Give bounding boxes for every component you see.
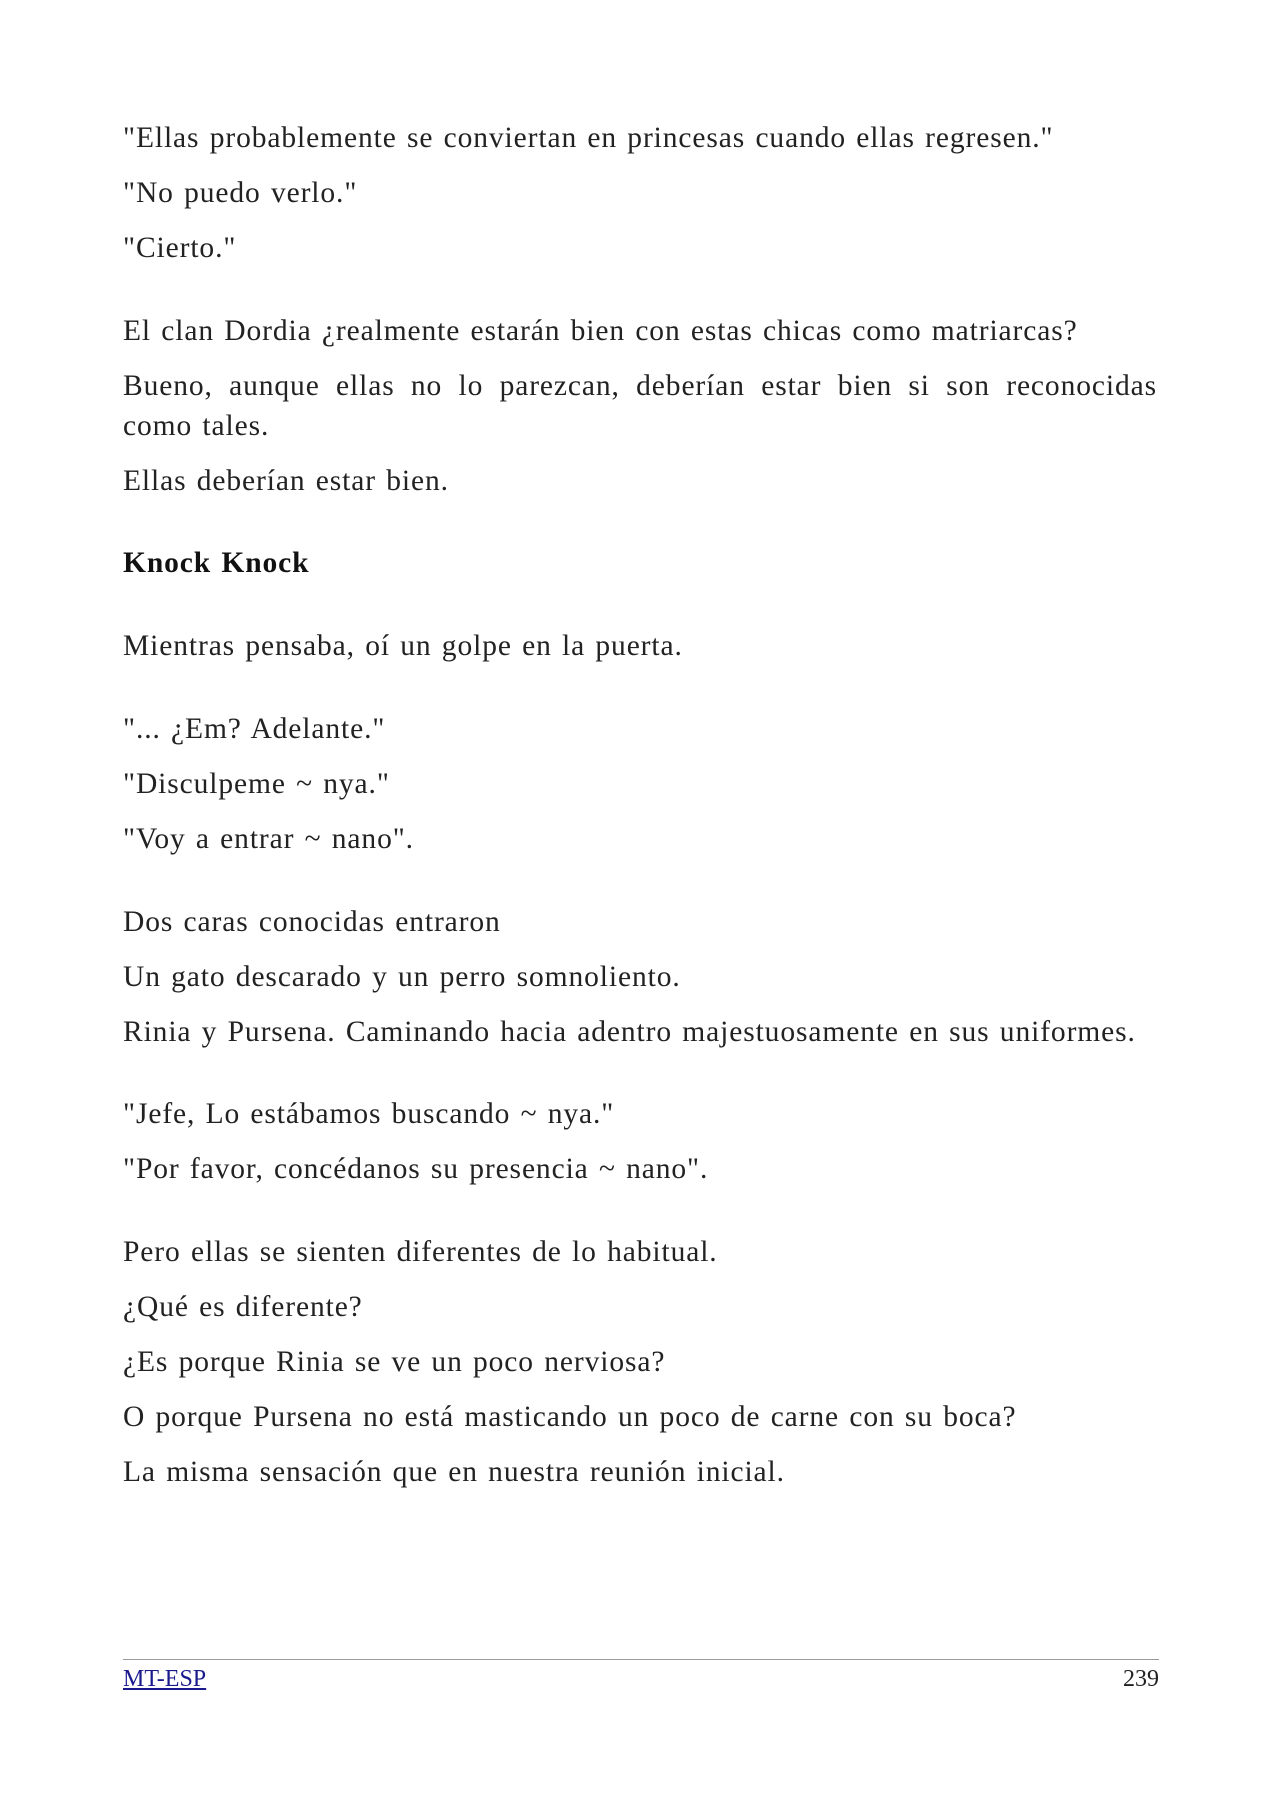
footer-link[interactable]: MT-ESP — [123, 1666, 207, 1692]
paragraph: "Voy a entrar ~ nano". — [123, 823, 414, 855]
paragraph: Bueno, aunque ellas no lo parezcan, deberían estar bien si son reconocidas como tales. — [123, 370, 1157, 442]
page-footer — [123, 1659, 1159, 1693]
paragraph: O porque Pursena no está masticando un poco de carne con su boca? — [123, 1401, 1017, 1433]
paragraph: Ellas deberían estar bien. — [123, 465, 449, 497]
paragraph: "... ¿Em? Adelante." — [123, 713, 386, 745]
paragraph: "Jefe, Lo estábamos buscando ~ nya." — [123, 1098, 615, 1130]
paragraph: Rinia y Pursena. Caminando hacia adentro majestuosamente en sus uniformes. — [123, 1016, 1136, 1048]
paragraph: Pero ellas se sienten diferentes de lo habitual. — [123, 1236, 718, 1268]
page-number: 239 — [1123, 1666, 1159, 1692]
paragraph: ¿Qué es diferente? — [123, 1291, 363, 1323]
paragraph: "No puedo verlo." — [123, 177, 358, 209]
paragraph: Mientras pensaba, oí un golpe en la puerta. — [123, 630, 683, 662]
paragraph: Dos caras conocidas entraron — [123, 906, 501, 938]
paragraph: ¿Es porque Rinia se ve un poco nerviosa? — [123, 1346, 666, 1378]
paragraph: "Cierto." — [123, 232, 237, 264]
paragraph: "Disculpeme ~ nya." — [123, 768, 390, 800]
paragraph: El clan Dordia ¿realmente estarán bien con estas chicas como matriarcas? — [123, 315, 1078, 347]
paragraph: "Por favor, concédanos su presencia ~ nano". — [123, 1153, 709, 1185]
paragraph: "Ellas probablemente se conviertan en princesas cuando ellas regresen." — [123, 122, 1054, 154]
paragraph: La misma sensación que en nuestra reunión inicial. — [123, 1456, 785, 1488]
paragraph: Un gato descarado y un perro somnoliento. — [123, 961, 681, 993]
section-heading: Knock Knock — [123, 547, 310, 579]
